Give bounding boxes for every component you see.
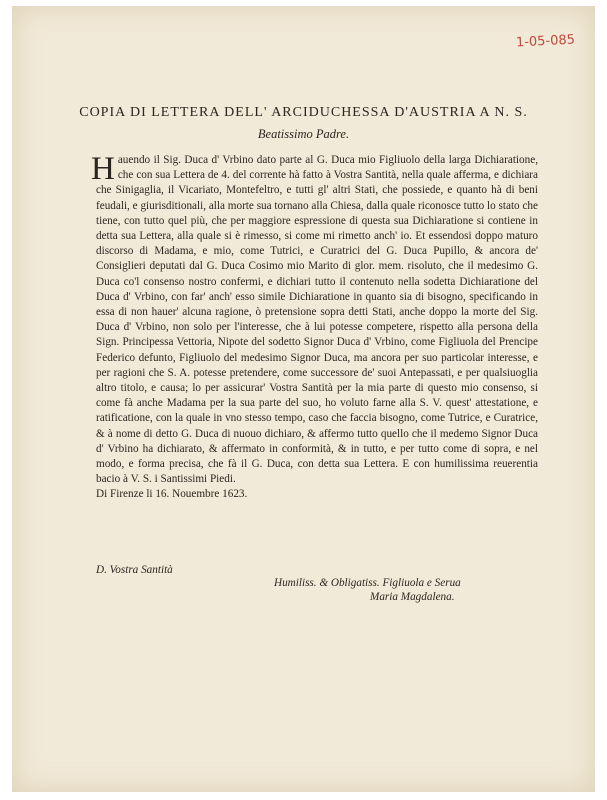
closing: D. Vostra Santità [96, 564, 173, 576]
catalog-annotation: 1-05-085 [515, 32, 576, 51]
letter-body [91, 151, 538, 503]
drop-cap: H [91, 151, 115, 187]
document-page [12, 6, 595, 792]
document-title: COPIA DI LETTERA DELL' ARCIDUCHESSA D'AUSTRIA A N. S. [79, 105, 528, 120]
salutation: Beatissimo Padre. [257, 127, 350, 141]
signature-line-2: Maria Magdalena. [370, 591, 455, 603]
date-line: Di Firenze li 16. Nouembre 1623. [96, 488, 248, 501]
letter-text: auendo il Sig. Duca d' Vrbino dato parte al G. Duca mio Figliuolo della larga Dichiaratione, che con sua Lettera de 4. del corrente hà fatto à Vostra Santità, nella quale afferma, e dichiara che Sinigaglia, il Vicariato, Montefeltro, e tutti gl' altri Stati, che possiede, e quanto hà di beni feudali, e giurisditionali, alla morte sua tornano alla Chiesa, dalla quale riconosce tutto lo stato che tiene, con tutto quel più, che per maggiore espressione di questa sua Dichiaratione si contiene in detta sua Lettera, alla quale si è rimesso, si come mi rimetto anch' io. Et essendosi doppo maturo discorso di Madama, e mio, come Tutrici, e Curatrici del G. Duca Pupillo, & ancora de' Consiglieri deputati dal G. Duca Cosimo mio Marito di glor. mem. risoluto, che il medesimo G. Duca co'l consenso nostro confermi, e dichiari tutto il contenuto nella sodetta Dichiaratione del Duca d' Vrbino, con far' anch' esso simile Dichiaratione in quanto sia di bisogno, specificando in essa di non hauer' alcuna ragione, ò pretensione sopra detti Stati, anche doppo la morte del Sig. Duca d' Vrbino, non solo per l'interesse, che à lui potesse competere, rispetto alla persona della Sign. Principessa Vettoria, Nipote del sodetto Signor Duca d' Vrbino, come Figliuola del Prencipe Federico defunto, Figliuolo del medesimo Signor Duca, ma ancora per suo particolar interesse, e per ragioni che S. A. potesse pretendere, come successore de' suoi Antepassati, e per qualsiuoglia altro titolo, e causa; lo per assicurar' Vostra Santità per la mia parte di questo mio consenso, si come fà anche Madama per la sua parte del suo, ho voluto farne alla S. V. quest' attestatione, e ratificatione, con la quale in vno stesso tempo, caso che faccia bisogno, come Tutrice, e Curatrice, & à nome di detto G. Duca di nuouo dichiaro, & affermo tutto quello che il medemo Signor Duca d' Vrbino ha dichiarato, & affermato in conformità, & in tutto, e per tutto come di sopra, e nel modo, e forma precisa, che fà il G. Duca, con detta sua Lettera. E con humilissima reuerentia bacio à V. S. i Santissimi Piedi. [96, 154, 538, 486]
signature-line-1: Humiliss. & Obligatiss. Figliuola e Serua [274, 577, 461, 589]
